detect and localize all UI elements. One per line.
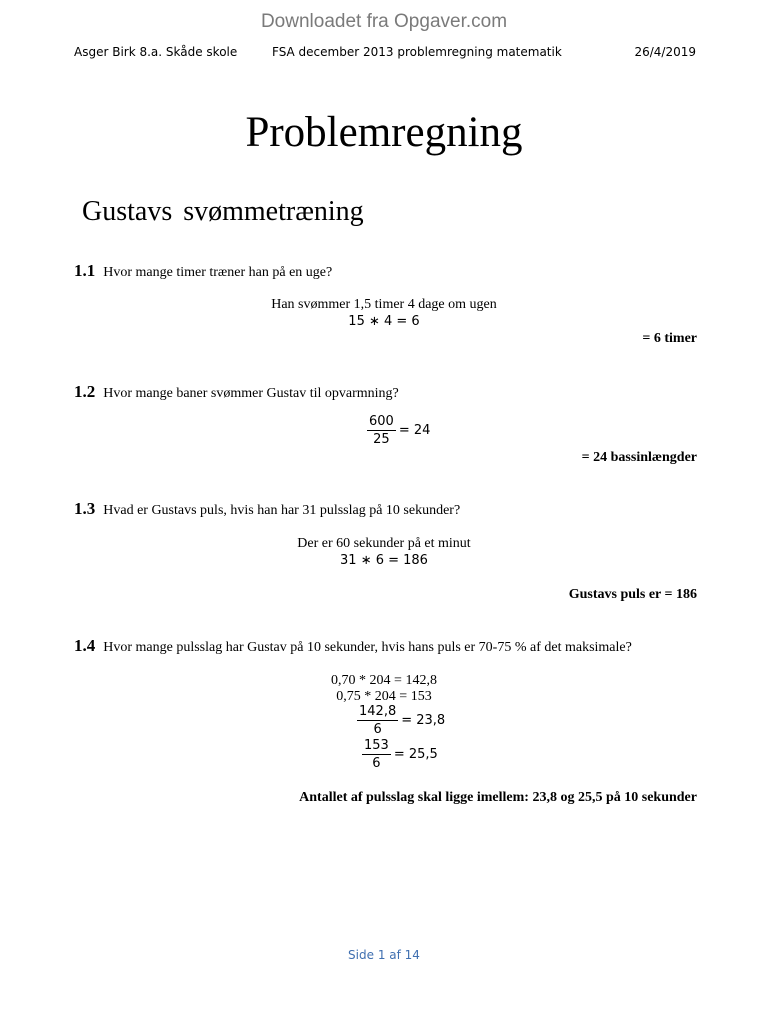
- question-text: Hvor mange timer træner han på en uge?: [103, 265, 333, 280]
- question-number: 1.2: [74, 382, 96, 401]
- fraction-numerator: 142,8: [359, 704, 397, 719]
- answer-1-2: = 24 bassinlængder: [581, 450, 697, 465]
- question-text: Hvad er Gustavs puls, hvis han har 31 pulsslag på 10 sekunder?: [103, 503, 461, 518]
- fraction-result: = 25,5: [393, 747, 438, 762]
- question-1-4: [74, 636, 632, 656]
- fraction-numerator: 600: [369, 414, 394, 429]
- watermark: Downloadet fra Opgaver.com: [260, 11, 508, 32]
- question-number: 1.1: [74, 261, 96, 280]
- fraction-numerator: 153: [364, 738, 389, 753]
- page-title: Problemregning: [245, 109, 523, 156]
- answer-1-4: Antallet af pulsslag skal ligge imellem: 23,8 og 25,5 på 10 sekunder: [299, 790, 697, 805]
- question-text: Hvor mange baner svømmer Gustav til opvarmning?: [103, 386, 399, 401]
- question-1-3: [74, 499, 460, 519]
- fraction-1-4-a: [357, 704, 445, 737]
- work-math-1-1: 15 ∗ 4 = 6: [348, 314, 420, 329]
- answer-1-1: = 6 timer: [642, 331, 697, 346]
- fraction-denominator: 6: [373, 722, 382, 737]
- page-number: Side 1 af 14: [348, 948, 420, 962]
- header-author: Asger Birk 8.a. Skåde skole: [74, 45, 238, 59]
- fraction-1-4-b: [362, 738, 438, 771]
- fraction-1-2: [367, 414, 430, 447]
- calc-line-1: 0,70 * 204 = 142,8: [331, 673, 437, 688]
- calc-line-2: 0,75 * 204 = 153: [336, 689, 432, 704]
- work-text-1-3: Der er 60 sekunder på et minut: [297, 536, 471, 551]
- question-number: 1.4: [74, 636, 96, 655]
- fraction-denominator: 6: [372, 756, 381, 771]
- question-1-2: [74, 382, 399, 402]
- question-1-1: [74, 261, 332, 281]
- section-subtitle: Gustavs svømmetræning: [82, 196, 364, 227]
- work-text-1-1: Han svømmer 1,5 timer 4 dage om ugen: [271, 297, 497, 312]
- fraction-result: = 23,8: [401, 713, 446, 728]
- question-text: Hvor mange pulsslag har Gustav på 10 sekunder, hvis hans puls er 70-75 % af det maksimale?: [103, 640, 632, 655]
- fraction-denominator: 25: [373, 432, 390, 447]
- fraction-result: = 24: [398, 423, 431, 438]
- question-number: 1.3: [74, 499, 96, 518]
- answer-1-3: Gustavs puls er = 186: [568, 587, 697, 602]
- work-math-1-3: 31 ∗ 6 = 186: [340, 553, 428, 568]
- header-date: 26/4/2019: [634, 45, 696, 59]
- header-subject: FSA december 2013 problemregning matematik: [272, 45, 562, 59]
